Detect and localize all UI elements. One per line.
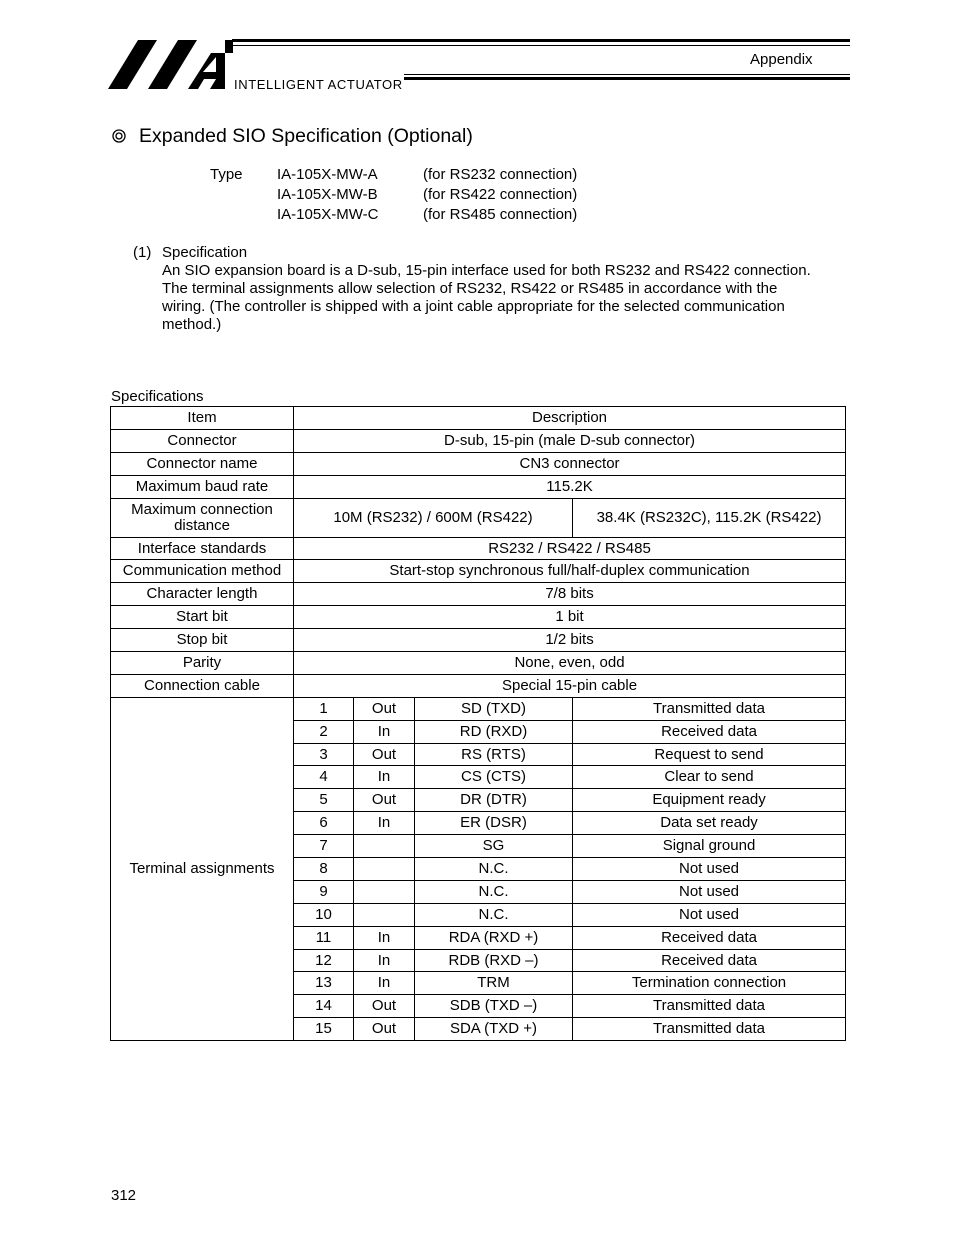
section-title: Expanded SIO Specification (Optional) xyxy=(139,125,473,147)
item-cell xyxy=(111,498,294,537)
pin-description: Received data xyxy=(573,949,846,972)
pin-signal: RD (RXD) xyxy=(415,720,573,743)
pin-direction xyxy=(354,835,415,858)
item-cell: Connector name xyxy=(111,452,294,475)
pin-number: 8 xyxy=(294,858,354,881)
value-cell: 1 bit xyxy=(294,606,846,629)
item-cell: Parity xyxy=(111,652,294,675)
table-header-row xyxy=(111,407,846,430)
value-cell: Special 15-pin cable xyxy=(294,674,846,697)
item-cell: Maximum baud rate xyxy=(111,475,294,498)
table-row xyxy=(111,606,846,629)
pin-number: 2 xyxy=(294,720,354,743)
spec-paragraph-line: wiring. (The controller is shipped with a joint cable appropriate for the selected communication xyxy=(162,298,785,315)
pin-signal: SDB (TXD –) xyxy=(415,995,573,1018)
pin-signal: N.C. xyxy=(415,858,573,881)
value-cell: 38.4K (RS232C), 115.2K (RS422) xyxy=(573,498,846,537)
item-cell: Communication method xyxy=(111,560,294,583)
pin-signal: ER (DSR) xyxy=(415,812,573,835)
pin-number: 7 xyxy=(294,835,354,858)
pin-signal: TRM xyxy=(415,972,573,995)
type-model: IA-105X-MW-C xyxy=(277,206,379,223)
pin-signal: CS (CTS) xyxy=(415,766,573,789)
table-row xyxy=(111,583,846,606)
pin-direction: In xyxy=(354,766,415,789)
specifications-table xyxy=(110,406,846,1041)
pin-description: Not used xyxy=(573,903,846,926)
item-cell: Start bit xyxy=(111,606,294,629)
type-description: (for RS485 connection) xyxy=(423,206,578,223)
pin-description: Not used xyxy=(573,858,846,881)
value-cell: RS232 / RS422 / RS485 xyxy=(294,537,846,560)
value-cell: 10M (RS232) / 600M (RS422) xyxy=(294,498,573,537)
pin-description: Received data xyxy=(573,926,846,949)
pin-number: 3 xyxy=(294,743,354,766)
spec-paragraph-line: An SIO expansion board is a D-sub, 15-pin interface used for both RS232 and RS422 connection. xyxy=(162,262,811,279)
value-cell: Start-stop synchronous full/half-duplex communication xyxy=(294,560,846,583)
header-rule-bottom xyxy=(404,77,850,80)
spec-paragraph-line: method.) xyxy=(162,316,222,333)
spec-item-number: (1) xyxy=(133,244,152,261)
type-description: (for RS232 connection) xyxy=(423,166,578,183)
pin-direction xyxy=(354,858,415,881)
pin-number: 13 xyxy=(294,972,354,995)
header-section-label: Appendix xyxy=(750,51,813,68)
pin-number: 5 xyxy=(294,789,354,812)
type-model: IA-105X-MW-B xyxy=(277,186,378,203)
pin-description: Signal ground xyxy=(573,835,846,858)
pin-signal: SG xyxy=(415,835,573,858)
pin-description: Transmitted data xyxy=(573,1018,846,1041)
item-cell-line: Maximum connection xyxy=(131,500,273,518)
pin-signal: SDA (TXD +) xyxy=(415,1018,573,1041)
item-cell: Character length xyxy=(111,583,294,606)
spec-paragraph-line: The terminal assignments allow selection of RS232, RS422 or RS485 in accordance with the xyxy=(162,280,778,297)
table-row xyxy=(111,560,846,583)
value-cell: CN3 connector xyxy=(294,452,846,475)
header-rule-bottom-thin xyxy=(404,74,850,75)
pin-description: Equipment ready xyxy=(573,789,846,812)
pin-number: 9 xyxy=(294,880,354,903)
pin-number: 6 xyxy=(294,812,354,835)
pin-direction: In xyxy=(354,720,415,743)
pin-description: Data set ready xyxy=(573,812,846,835)
pin-number: 4 xyxy=(294,766,354,789)
table-row xyxy=(111,652,846,675)
type-model: IA-105X-MW-A xyxy=(277,166,378,183)
pin-description: Clear to send xyxy=(573,766,846,789)
pin-description: Transmitted data xyxy=(573,995,846,1018)
pin-signal: DR (DTR) xyxy=(415,789,573,812)
pin-description: Request to send xyxy=(573,743,846,766)
pin-direction: Out xyxy=(354,1018,415,1041)
type-label: Type xyxy=(210,166,243,183)
type-description: (for RS422 connection) xyxy=(423,186,578,203)
spec-heading: Specification xyxy=(162,244,248,261)
pin-number: 10 xyxy=(294,903,354,926)
pin-description: Transmitted data xyxy=(573,697,846,720)
logo-wordmark: INTELLIGENT ACTUATOR xyxy=(234,77,403,92)
item-cell: Connection cable xyxy=(111,674,294,697)
pin-number: 11 xyxy=(294,926,354,949)
value-cell: 115.2K xyxy=(294,475,846,498)
value-cell: 7/8 bits xyxy=(294,583,846,606)
pin-direction: In xyxy=(354,949,415,972)
header-item: Item xyxy=(111,407,294,430)
pin-signal: N.C. xyxy=(415,903,573,926)
page-number: 312 xyxy=(111,1187,137,1204)
pin-signal: SD (TXD) xyxy=(415,697,573,720)
pin-direction: Out xyxy=(354,743,415,766)
pin-description: Received data xyxy=(573,720,846,743)
item-cell: Interface standards xyxy=(111,537,294,560)
pin-number: 14 xyxy=(294,995,354,1018)
header-description: Description xyxy=(294,407,846,430)
pin-direction xyxy=(354,903,415,926)
pin-direction: Out xyxy=(354,789,415,812)
table-row xyxy=(111,537,846,560)
header-rule-top xyxy=(232,39,850,42)
pin-number: 12 xyxy=(294,949,354,972)
pin-description: Termination connection xyxy=(573,972,846,995)
table-row xyxy=(111,475,846,498)
pin-direction: In xyxy=(354,972,415,995)
pin-row xyxy=(111,697,846,720)
item-cell-line: distance xyxy=(174,516,230,534)
value-cell: None, even, odd xyxy=(294,652,846,675)
pin-signal: RDA (RXD +) xyxy=(415,926,573,949)
table-row xyxy=(111,429,846,452)
value-cell: D-sub, 15-pin (male D-sub connector) xyxy=(294,429,846,452)
pin-direction xyxy=(354,880,415,903)
pin-signal: RDB (RXD –) xyxy=(415,949,573,972)
double-circle-bullet-icon xyxy=(112,129,126,143)
pin-direction: In xyxy=(354,926,415,949)
pin-direction: In xyxy=(354,812,415,835)
table-row xyxy=(111,674,846,697)
pin-direction: Out xyxy=(354,697,415,720)
pin-signal: N.C. xyxy=(415,880,573,903)
table-row-distance xyxy=(111,498,846,537)
header-rule-top-thin xyxy=(232,45,850,46)
pin-number: 15 xyxy=(294,1018,354,1041)
table-row xyxy=(111,629,846,652)
terminal-assignments-label: Terminal assignments xyxy=(111,697,294,1040)
pin-number: 1 xyxy=(294,697,354,720)
item-cell: Stop bit xyxy=(111,629,294,652)
item-cell: Connector xyxy=(111,429,294,452)
table-row xyxy=(111,452,846,475)
pin-direction: Out xyxy=(354,995,415,1018)
value-cell: 1/2 bits xyxy=(294,629,846,652)
table-caption: Specifications xyxy=(111,388,204,405)
pin-signal: RS (RTS) xyxy=(415,743,573,766)
pin-description: Not used xyxy=(573,880,846,903)
